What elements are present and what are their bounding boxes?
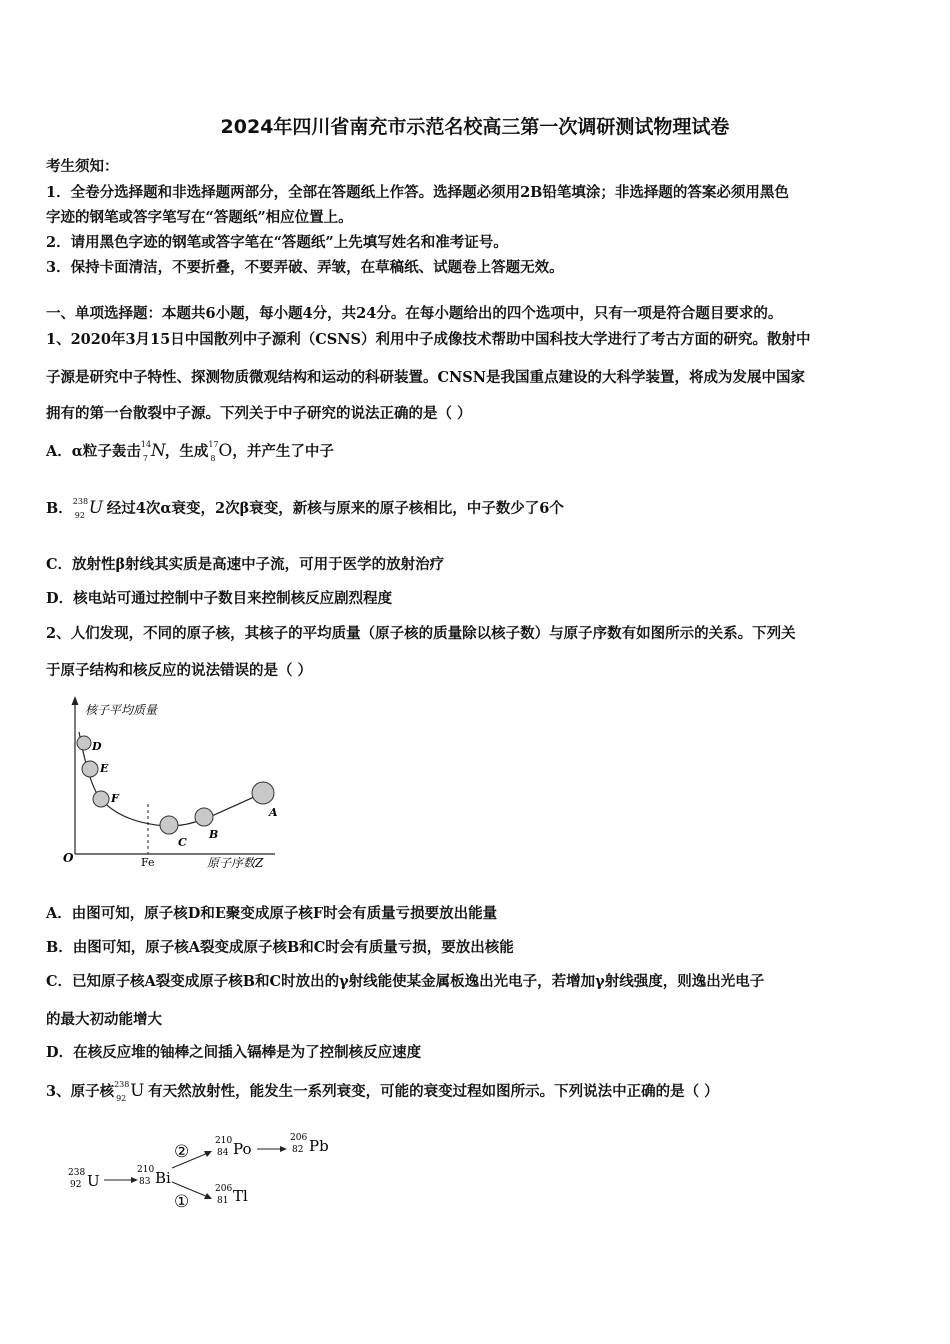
bi-symbol: Bi xyxy=(155,1169,171,1187)
fe-label: Fe xyxy=(141,856,155,869)
point-e-label: E xyxy=(100,762,109,775)
q2-stem: 2、人们发现，不同的原子核，其核子的平均质量（原子核的质量除以核子数）与原子序数有如图所示的关系。下列关 xyxy=(46,625,796,642)
u-atomic-number: 92 xyxy=(70,1180,82,1190)
tl-symbol: Tl xyxy=(233,1187,248,1205)
x-axis-label: 原子序数Z xyxy=(207,856,264,870)
option-text: B． xyxy=(46,500,73,517)
q1-option-b[interactable] xyxy=(46,497,564,521)
arrow-icon xyxy=(131,1177,138,1183)
bi-mass-number: 210 xyxy=(137,1165,155,1175)
notice-line: 3．保持卡面清洁，不要折叠，不要弄破、弄皱，在草稿纸、试题卷上答题无效。 xyxy=(46,259,564,276)
u-symbol: U xyxy=(87,1172,100,1190)
nuclide-symbol: 238 92 U xyxy=(72,497,104,520)
q2-stem: 于原子结构和核反应的说法错误的是（ ） xyxy=(46,662,313,679)
q1-option-a[interactable] xyxy=(46,440,334,464)
point-f xyxy=(93,791,109,807)
point-c-label: C xyxy=(178,836,187,849)
nuclide-symbol: 14 7 N xyxy=(140,440,166,463)
origin-label: O xyxy=(63,851,74,865)
point-f-label: F xyxy=(111,792,119,805)
option-text: ，并产生了中子 xyxy=(232,443,334,460)
path-1-label: ① xyxy=(174,1192,190,1212)
q1-stem: 子源是研究中子特性、探测物质微观结构和运动的科研装置。CNSN是我国重点建设的大科学装置，将成为发展中国家 xyxy=(46,369,806,386)
notice-heading: 考生须知： xyxy=(46,158,119,175)
po-symbol: Po xyxy=(233,1140,252,1158)
q1-stem: 拥有的第一台散裂中子源。下列关于中子研究的说法正确的是（ ） xyxy=(46,405,472,422)
y-axis-arrow-icon xyxy=(72,696,79,705)
point-a xyxy=(252,782,274,804)
option-text: 经过4次α衰变，2次β衰变，新核与原来的原子核相比，中子数少了6个 xyxy=(106,500,564,517)
option-text: A．α粒子轰击 xyxy=(46,443,141,460)
q3-stem xyxy=(46,1080,719,1104)
decay-diagram xyxy=(60,1125,360,1225)
nucleon-mass-chart xyxy=(55,692,295,877)
point-b xyxy=(195,808,213,826)
page-title: 2024年四川省南充市示范名校高三第一次调研测试物理试卷 xyxy=(220,116,730,138)
point-b-label: B xyxy=(209,828,219,841)
u-mass-number: 238 xyxy=(68,1168,86,1178)
stem-text: 有天然放射性，能发生一系列衰变，可能的衰变过程如图所示。下列说法中正确的是（ ） xyxy=(148,1083,719,1100)
y-axis-label: 核子平均质量 xyxy=(85,703,158,717)
path-2-label: ② xyxy=(174,1142,190,1162)
po-mass-number: 210 xyxy=(215,1136,233,1146)
q2-option-d[interactable]: D．在核反应堆的铀棒之间插入镉棒是为了控制核反应速度 xyxy=(46,1044,422,1061)
stem-text: 3、原子核 xyxy=(46,1083,115,1100)
q1-option-c[interactable]: C．放射性β射线其实质是高速中子流，可用于医学的放射治疗 xyxy=(46,556,445,573)
point-d xyxy=(77,736,91,750)
pb-symbol: Pb xyxy=(309,1137,329,1155)
q2-option-c[interactable]: C．已知原子核A裂变成原子核B和C时放出的γ射线能使某金属板逸出光电子，若增加γ射线强度，则逸出光电子 xyxy=(46,973,765,990)
notice-line: 字迹的钢笔或答字笔写在“答题纸”相应位置上。 xyxy=(46,209,353,226)
q1-stem: 1、2020年3月15日中国散列中子源利（CSNS）利用中子成像技术帮助中国科技大学进行了考古方面的研究。散射中 xyxy=(46,331,811,348)
point-c xyxy=(160,816,178,834)
point-e xyxy=(82,761,98,777)
tl-atomic-number: 81 xyxy=(217,1196,229,1206)
section-heading: 一、单项选择题：本题共6小题，每小题4分，共24分。在每小题给出的四个选项中，只有一项是符合题目要求的。 xyxy=(46,305,783,322)
po-atomic-number: 84 xyxy=(217,1148,229,1158)
bi-atomic-number: 83 xyxy=(139,1177,151,1187)
q2-option-a[interactable]: A．由图可知，原子核D和E聚变成原子核F时会有质量亏损要放出能量 xyxy=(46,905,498,922)
notice-line: 2．请用黑色字迹的钢笔或答字笔在“答题纸”上先填写姓名和准考证号。 xyxy=(46,234,508,251)
pb-atomic-number: 82 xyxy=(292,1145,304,1155)
q1-option-d[interactable]: D．核电站可通过控制中子数目来控制核反应剧烈程度 xyxy=(46,590,393,607)
mass-curve xyxy=(79,732,263,826)
q2-option-c-cont: 的最大初动能增大 xyxy=(46,1011,162,1028)
pb-mass-number: 206 xyxy=(290,1133,308,1143)
nuclide-symbol: 17 8 O xyxy=(208,440,233,463)
arrow-icon xyxy=(280,1146,287,1152)
q2-option-b[interactable]: B．由图可知，原子核A裂变成原子核B和C时会有质量亏损，要放出核能 xyxy=(46,939,514,956)
point-a-label: A xyxy=(269,806,278,819)
nuclide-symbol: 238 92 U xyxy=(114,1080,145,1103)
point-d-label: D xyxy=(92,740,102,753)
tl-mass-number: 206 xyxy=(215,1184,233,1194)
option-text: ，生成 xyxy=(164,443,209,460)
notice-line: 1．全卷分选择题和非选择题两部分，全部在答题纸上作答。选择题必须用2B铅笔填涂；非选择题的答案必须用黑色 xyxy=(46,184,789,201)
